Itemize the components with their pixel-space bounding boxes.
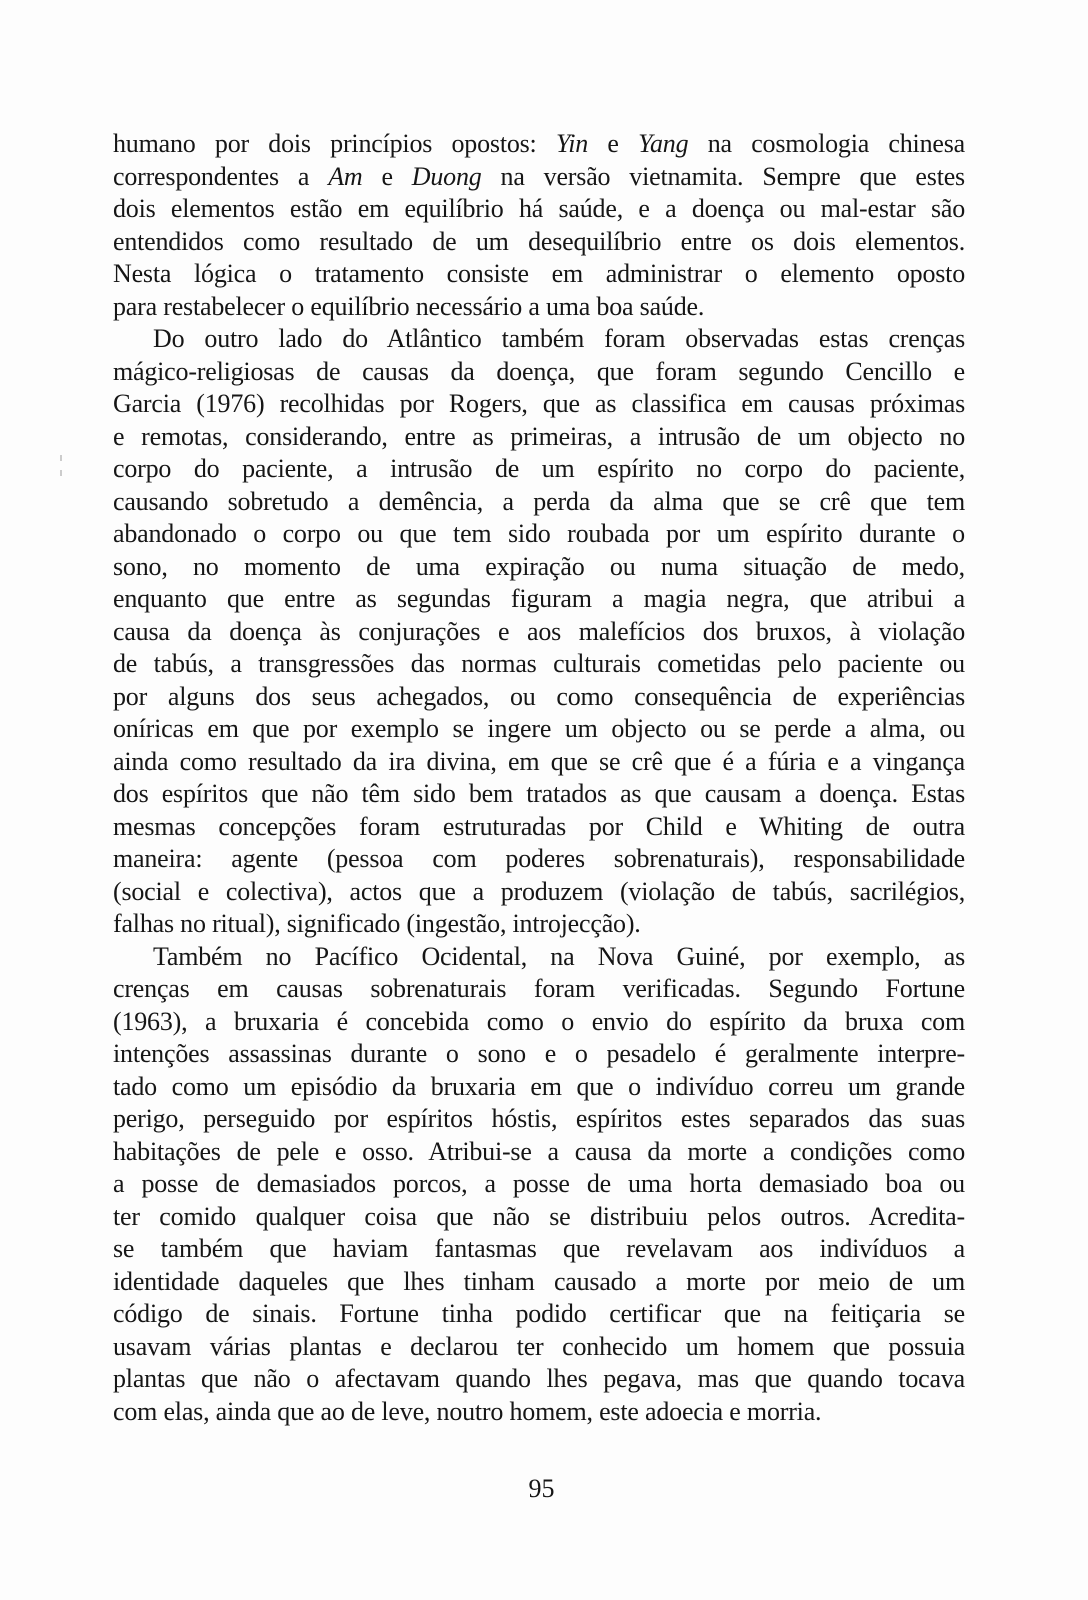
text-line xyxy=(113,1071,965,1104)
text-segment: habitações de pele e osso. Atribui-se a causa da morte a condições como xyxy=(113,1136,965,1166)
text-line xyxy=(113,453,965,486)
scan-speck xyxy=(60,455,62,461)
text-line xyxy=(113,746,965,779)
text-segment: usavam várias plantas e declarou ter conhecido um homem que possuia xyxy=(113,1331,965,1361)
text-line xyxy=(113,518,965,551)
text-segment: (social e colectiva), actos que a produzem (violação de tabús, sacrilégios, xyxy=(113,876,965,906)
text-line xyxy=(113,778,965,811)
text-line xyxy=(113,616,965,649)
scan-speck xyxy=(60,470,62,476)
text-segment: humano por dois princípios opostos: xyxy=(113,129,556,158)
text-line xyxy=(113,843,965,876)
text-segment: abandonado o corpo ou que tem sido roubada por um espírito durante o xyxy=(113,519,965,548)
text-line xyxy=(113,941,965,974)
text-line xyxy=(113,356,965,389)
text-segment: falhas no ritual), significado (ingestão, introjecção). xyxy=(113,909,641,938)
text-segment: Nesta lógica o tratamento consiste em administrar o elemento oposto xyxy=(113,259,965,288)
text-line xyxy=(113,161,965,194)
text-segment: sono, no momento de uma expiração ou numa situação de medo, xyxy=(113,551,965,581)
text-segment: ter comido qualquer coisa que não se distribuiu pelos outros. Acredita- xyxy=(113,1201,965,1231)
text-segment: Do outro lado do Atlântico também foram observadas estas crenças xyxy=(153,324,965,353)
text-segment: mesmas concepções foram estruturadas por Child e Whiting de outra xyxy=(113,811,965,841)
text-segment: dois elementos estão em equilíbrio há saúde, e a doença ou mal-estar são xyxy=(113,194,965,223)
text-segment: para restabelecer o equilíbrio necessário a uma boa saúde. xyxy=(113,291,705,321)
text-line xyxy=(113,1363,965,1396)
text-line xyxy=(113,1006,965,1039)
text-segment: plantas que não o afectavam quando lhes pegava, mas que quando tocava xyxy=(113,1364,965,1393)
page-number: 95 xyxy=(528,1474,555,1503)
text-line xyxy=(113,1266,965,1299)
text-segment: correspondentes a xyxy=(113,161,329,191)
text-segment: de tabús, a transgressões das normas culturais cometidas pelo paciente ou xyxy=(113,649,965,678)
text-line xyxy=(113,1136,965,1169)
text-segment: dos espíritos que não têm sido bem tratados as que causam a doença. Estas xyxy=(113,779,965,808)
text-segment: identidade daqueles que lhes tinham causado a morte por meio de um xyxy=(113,1266,965,1296)
text-segment: na cosmologia chinesa xyxy=(688,129,965,158)
text-segment: oníricas em que por exemplo se ingere um objecto ou se perde a alma, ou xyxy=(113,714,965,743)
text-line xyxy=(113,551,965,584)
text-segment: causando sobretudo a demência, a perda da alma que se crê que tem xyxy=(113,486,965,516)
text-line xyxy=(113,1233,965,1266)
text-line xyxy=(113,1331,965,1364)
text-segment: tado como um episódio da bruxaria em que o indivíduo correu um grande xyxy=(113,1071,965,1101)
text-line xyxy=(113,388,965,421)
text-segment: mágico-religiosas de causas da doença, que foram segundo Cencillo e xyxy=(113,356,965,386)
text-segment: corpo do paciente, a intrusão de um espírito no corpo do paciente, xyxy=(113,454,965,483)
text-segment: Garcia (1976) recolhidas por Rogers, que as classifica em causas próximas xyxy=(113,389,965,418)
text-line xyxy=(113,811,965,844)
italic-term: Am xyxy=(328,161,363,191)
italic-term: Yin xyxy=(555,129,589,158)
text-line xyxy=(113,226,965,259)
text-segment: enquanto que entre as segundas figuram a magia negra, que atribui a xyxy=(113,584,965,613)
text-segment: por alguns dos seus achegados, ou como consequência de experiências xyxy=(113,681,965,711)
text-line xyxy=(113,713,965,746)
text-line xyxy=(113,258,965,291)
text-line xyxy=(113,323,965,356)
text-line xyxy=(113,583,965,616)
text-segment: e xyxy=(588,129,639,158)
text-line xyxy=(113,1038,965,1071)
text-segment: com elas, ainda que ao de leve, noutro homem, este adoecia e morria. xyxy=(113,1396,822,1426)
text-segment: a posse de demasiados porcos, a posse de uma horta demasiado boa ou xyxy=(113,1169,965,1198)
text-segment: e remotas, considerando, entre as primeiras, a intrusão de um objecto no xyxy=(113,421,965,451)
text-line xyxy=(113,421,965,454)
text-line xyxy=(113,291,965,324)
italic-term: Duong xyxy=(411,161,482,191)
text-segment: causa da doença às conjurações e aos malefícios dos bruxos, à violação xyxy=(113,616,965,646)
text-segment: e xyxy=(362,161,412,191)
italic-term: Yang xyxy=(638,129,689,158)
text-segment: na versão vietnamita. Sempre que estes xyxy=(481,161,965,191)
text-segment: se também que haviam fantasmas que revelavam aos indivíduos a xyxy=(113,1234,965,1263)
text-segment: crenças em causas sobrenaturais foram verificadas. Segundo Fortune xyxy=(113,974,965,1003)
text-line xyxy=(113,1168,965,1201)
text-segment: entendidos como resultado de um desequilíbrio entre os dois elementos. xyxy=(113,226,965,256)
text-line xyxy=(113,908,965,941)
text-segment: (1963), a bruxaria é concebida como o envio do espírito da bruxa com xyxy=(113,1006,965,1036)
text-line xyxy=(113,1298,965,1331)
text-segment: intenções assassinas durante o sono e o pesadelo é geralmente interpre- xyxy=(113,1039,965,1068)
text-segment: Também no Pacífico Ocidental, na Nova Guiné, por exemplo, as xyxy=(153,941,965,971)
text-line xyxy=(113,486,965,519)
text-line xyxy=(113,973,965,1006)
text-line xyxy=(113,1396,965,1429)
text-line xyxy=(113,128,965,161)
text-line xyxy=(113,1103,965,1136)
text-line xyxy=(113,193,965,226)
text-segment: maneira: agente (pessoa com poderes sobrenaturais), responsabilidade xyxy=(113,844,965,873)
text-segment: código de sinais. Fortune tinha podido certificar que na feitiçaria se xyxy=(113,1299,965,1328)
text-segment: perigo, perseguido por espíritos hóstis, espíritos estes separados das suas xyxy=(113,1104,965,1133)
text-line xyxy=(113,648,965,681)
text-line xyxy=(113,681,965,714)
body-text xyxy=(113,128,965,1428)
text-line xyxy=(113,1201,965,1234)
text-line xyxy=(113,876,965,909)
text-segment: ainda como resultado da ira divina, em que se crê que é a fúria e a vingança xyxy=(113,746,965,776)
